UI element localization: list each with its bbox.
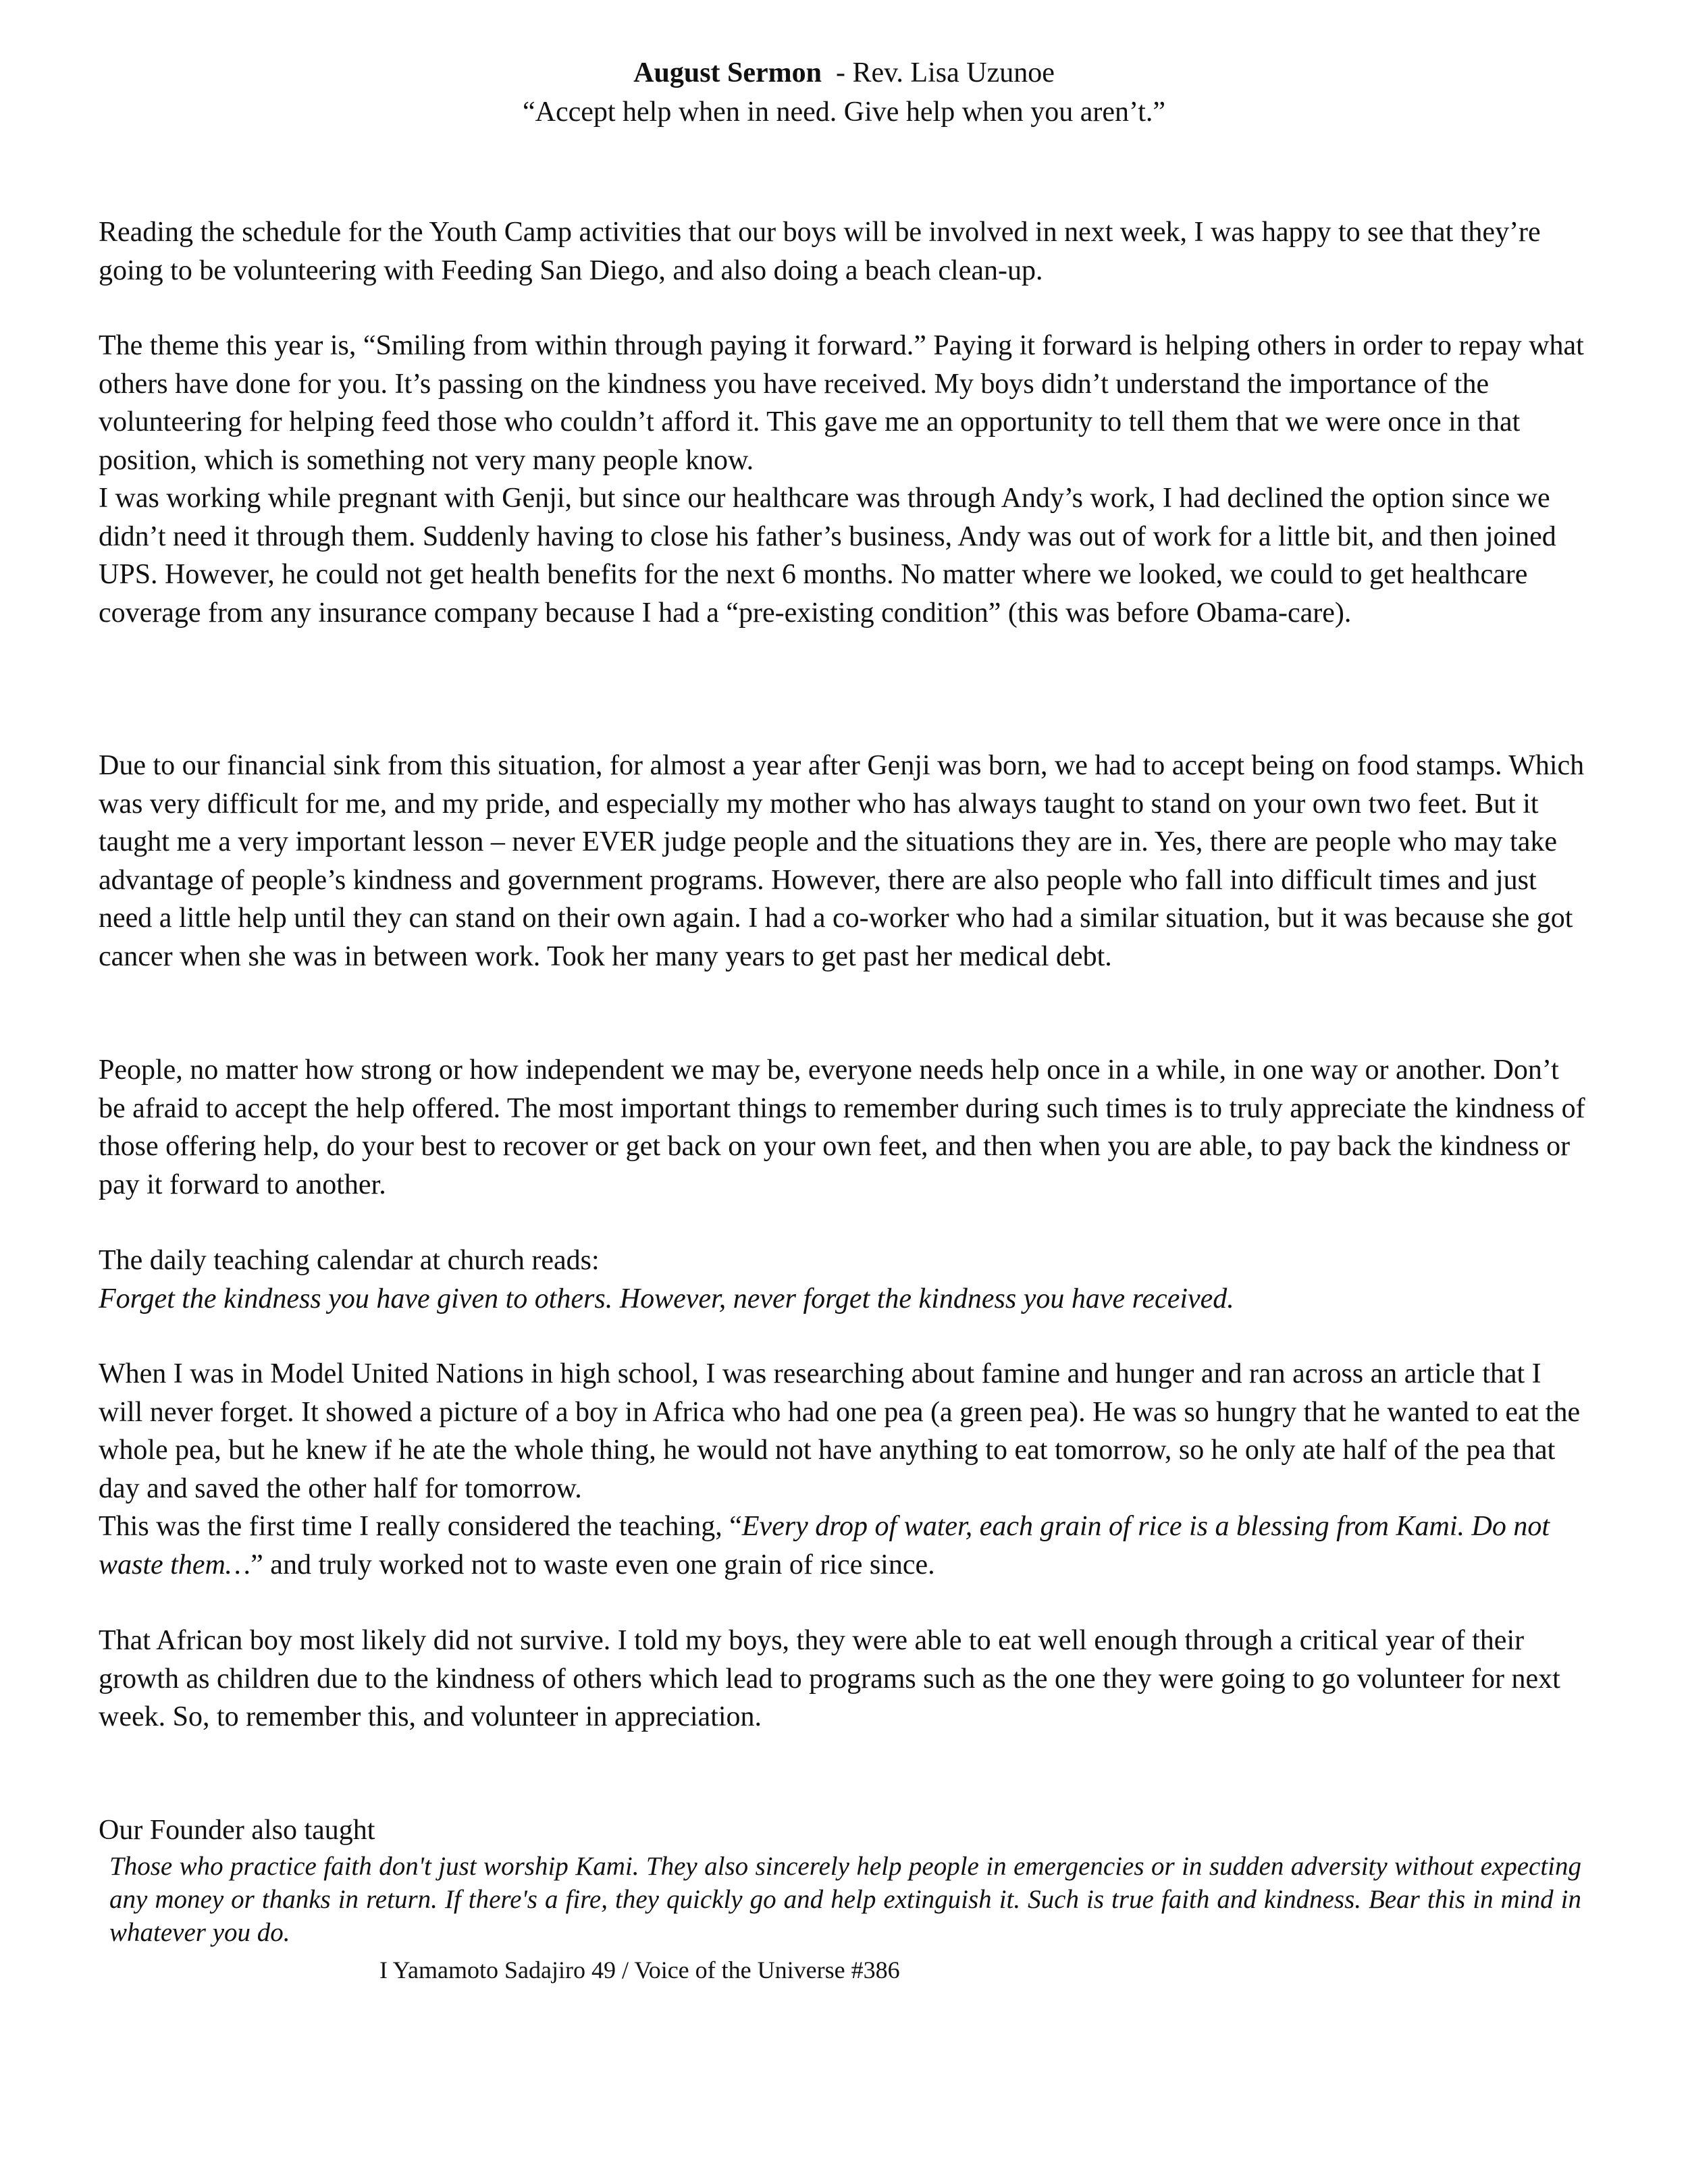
paragraph-9: That African boy most likely did not survive. I told my boys, they were able to eat well enough through a critical year of their growth as children due to the kindness of others which lead to programs such as the one they were going to go volunteer for next week. So, to remember this, and volunteer in appreciation.: [99, 1625, 1560, 1732]
founder-quote: Those who practice faith don't just worship Kami. They also sincerely help people in emergencies or in sudden adversity without expecting any money or thanks in return. If there's a fire, they quickly go and help extinguish it. Such is true faith and kindness. Bear this in mind in whatever you do.: [109, 1852, 1581, 1947]
teaching-post: ” and truly worked not to waste even one grain of rice since.: [250, 1549, 935, 1580]
paragraph-3: I was working while pregnant with Genji, but since our healthcare was through Andy’s work, I had declined the option since we didn’t need it through them. Suddenly having to close his father’s business, Andy was out of work for a little bit, and then joined UPS. However, he could not get health benefits for the next 6 months. No matter where we looked, we could to get healthcare coverage from any insurance company because I had a “pre-existing condition” (this was before Obama-care).: [99, 483, 1556, 629]
paragraph-4: Due to our financial sink from this situation, for almost a year after Genji was born, we had to accept being on food stamps. Which was very difficult for me, and my pride, and especially my mother who has always taught to stand on your own two feet. But it taught me a very important lesson – never EVER judge people and the situations they are in. Yes, there are people who may take advantage of people’s kindness and government programs. However, there are also people who fall into difficult times and just need a little help until they can stand on their own again. I had a co-worker who had a similar situation, but it was because she got cancer when she was in between work. Took her many years to get past her medical debt.: [99, 750, 1585, 972]
teaching-quote: Every drop of water, each grain of rice is a blessing from Kami. Do not waste them…: [99, 1511, 1550, 1580]
calendar-quote: Forget the kindness you have given to others. However, never forget the kindness you have received.: [99, 1283, 1234, 1314]
paragraph-5: People, no matter how strong or how independent we may be, everyone needs help once in a while, in one way or another. Don’t be afraid to accept the help offered. The most important things to remember during such times is to truly appreciate the kindness of those offering help, do your best to recover or get back on your own feet, and then when you are able, to pay back the kindness or pay it forward to another.: [99, 1055, 1585, 1200]
sermon-author: - Rev. Lisa Uzunoe: [822, 57, 1055, 88]
paragraph-1: Reading the schedule for the Youth Camp activities that our boys will be involved in next week, I was happy to see that they’re going to be volunteering with Feeding San Diego, and also doing a beach clean-up.: [99, 217, 1541, 286]
founder-intro: Our Founder also taught: [99, 1815, 375, 1846]
calendar-intro: The daily teaching calendar at church reads:: [99, 1245, 600, 1276]
sermon-subtitle: “Accept help when in need. Give help when you aren’t.”: [522, 97, 1166, 128]
paragraph-2: The theme this year is, “Smiling from within through paying it forward.” Paying it forward is helping others in order to repay what others have done for you. It’s passing on the kindness you have received. My boys didn’t understand the importance of the volunteering for helping feed those who couldn’t afford it. This gave me an opportunity to tell them that we were once in that position, which is something not very many people know.: [99, 330, 1584, 476]
paragraph-6: [99, 1242, 1592, 1318]
sermon-title: [0, 54, 1688, 92]
paragraph-7: When I was in Model United Nations in high school, I was researching about famine and hunger and ran across an article that I will never forget. It showed a picture of a boy in Africa who had one pea (a green pea). He was so hungry that he wanted to eat the whole pea, but he knew if he ate the whole thing, he would not have anything to eat tomorrow, so he only ate half of the pea that day and saved the other half for tomorrow.: [99, 1358, 1581, 1504]
paragraph-8: [99, 1508, 1592, 1584]
citation: I Yamamoto Sadajiro 49 / Voice of the Universe #386: [379, 1956, 900, 1983]
sermon-title-bold: August Sermon: [633, 57, 822, 88]
teaching-pre: This was the first time I really considered the teaching, “: [99, 1511, 742, 1542]
